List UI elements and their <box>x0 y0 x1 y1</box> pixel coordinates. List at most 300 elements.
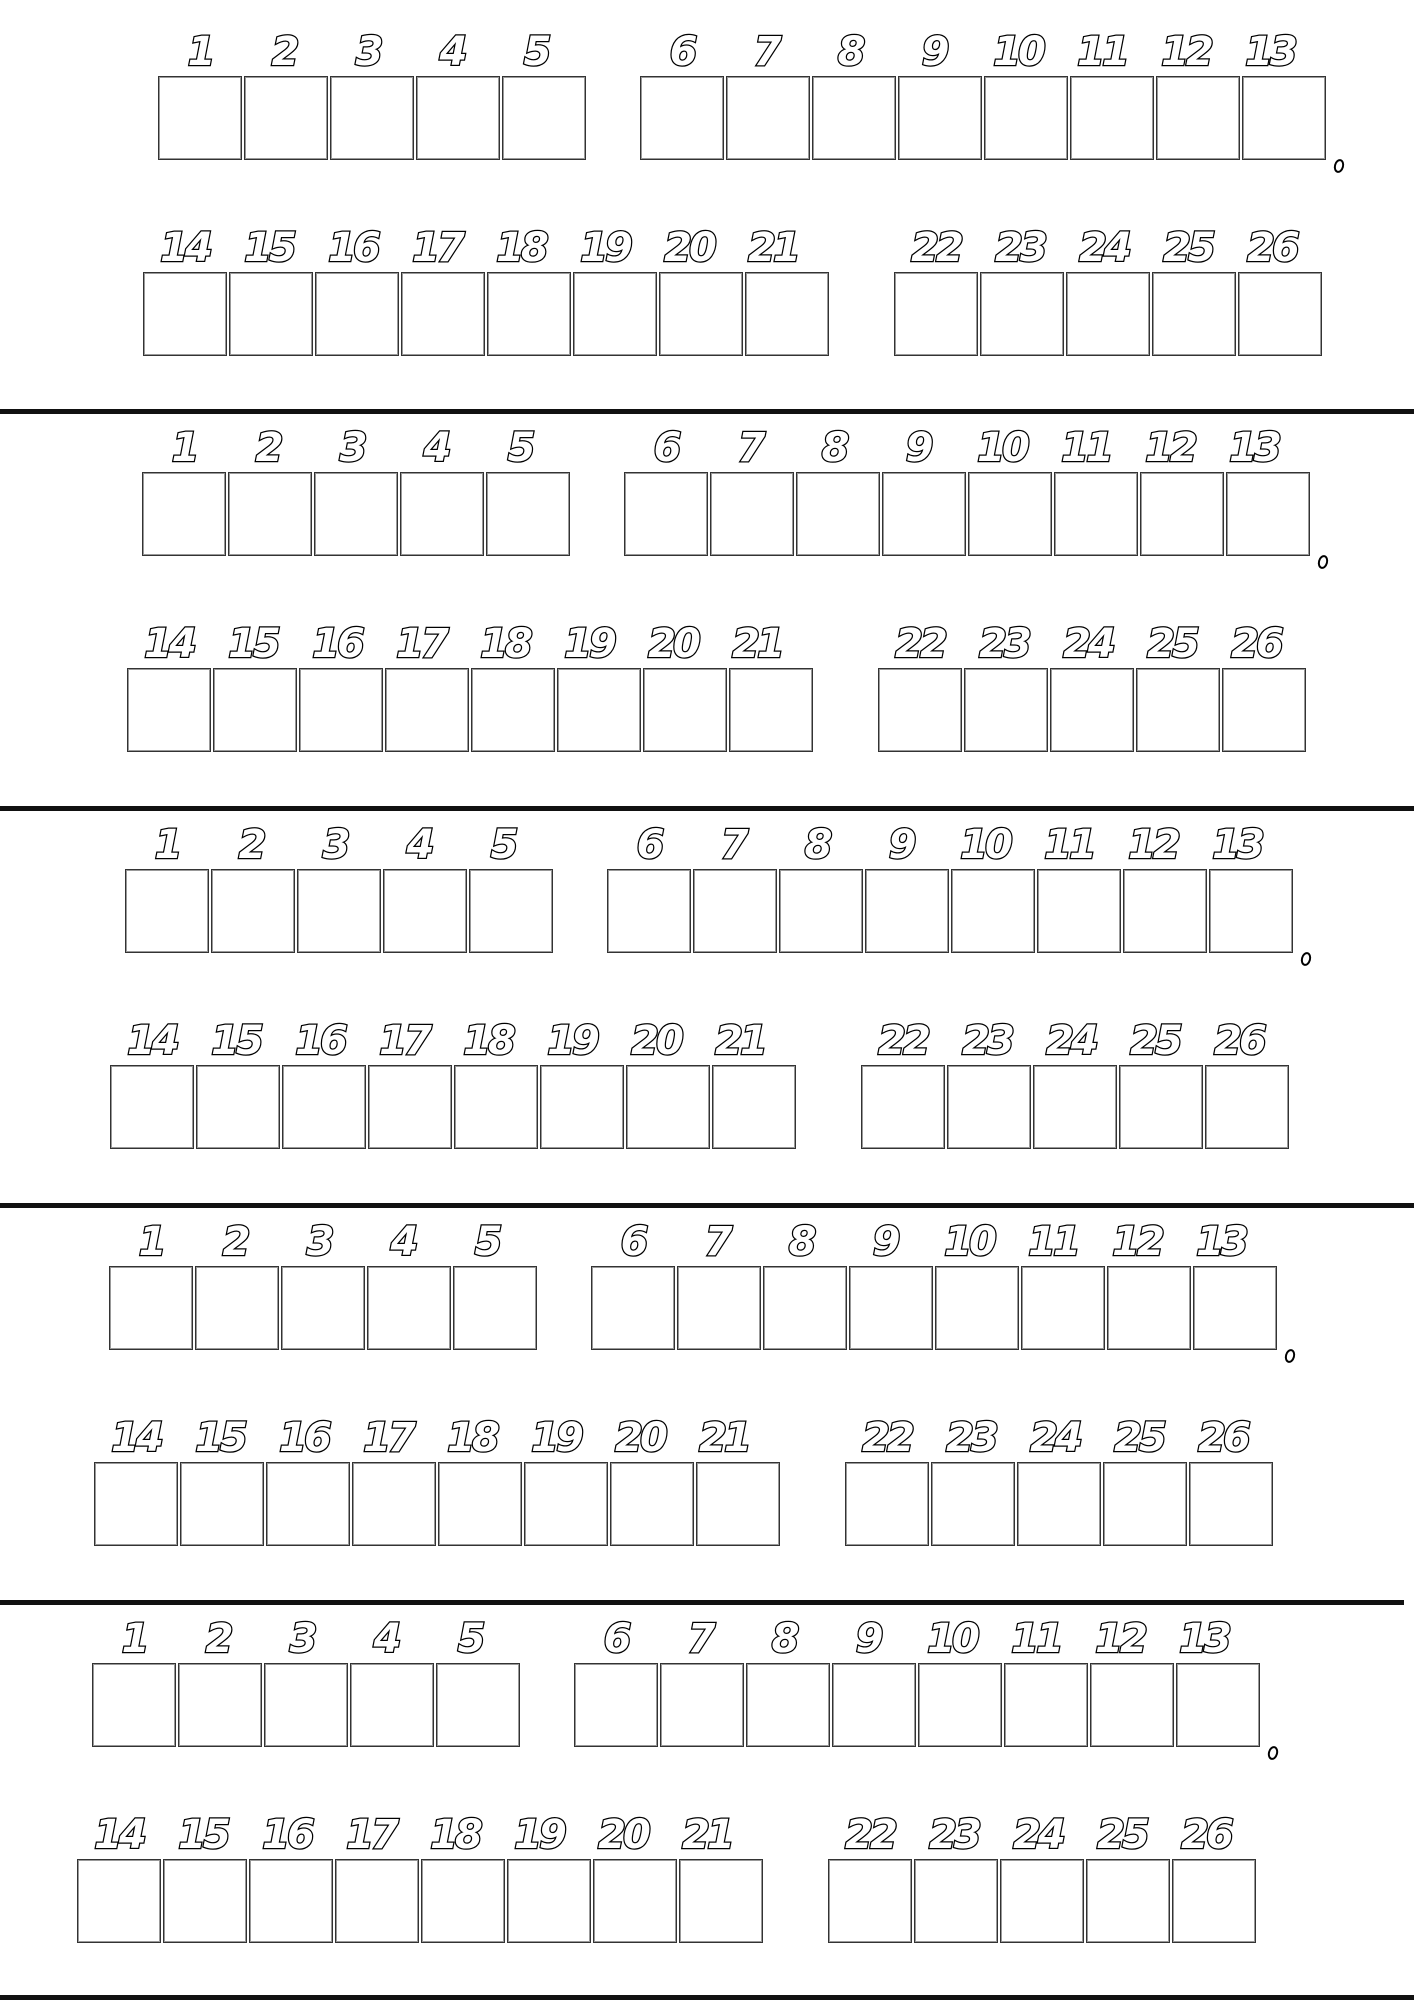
box-number: 20 <box>664 225 714 271</box>
answer-box[interactable] <box>1037 869 1121 953</box>
answer-box[interactable] <box>1176 1663 1260 1747</box>
answer-box[interactable] <box>865 869 949 953</box>
answer-box[interactable] <box>507 1859 591 1943</box>
box-number: 11 <box>1028 1219 1078 1265</box>
answer-box[interactable] <box>213 668 297 752</box>
answer-box[interactable] <box>211 869 295 953</box>
answer-box[interactable] <box>1107 1266 1191 1350</box>
answer-box[interactable] <box>828 1859 912 1943</box>
row1-left-group <box>109 1218 537 1350</box>
answer-box[interactable] <box>125 869 209 953</box>
answer-box[interactable] <box>660 1663 744 1747</box>
answer-box[interactable] <box>1033 1065 1117 1149</box>
row2-left-group <box>127 620 813 752</box>
box-number: 19 <box>580 225 630 271</box>
box-number: 20 <box>648 621 698 667</box>
row2-right-numbers <box>878 620 1306 668</box>
row1-left-numbers <box>125 821 553 869</box>
row1-right-numbers <box>624 424 1310 472</box>
row1-right-group <box>640 28 1326 160</box>
row2-left-group <box>143 224 829 356</box>
answer-box[interactable] <box>812 76 896 160</box>
box-number: 6 <box>653 425 679 471</box>
box-number: 7 <box>737 425 763 471</box>
answer-box[interactable] <box>178 1663 262 1747</box>
answer-box[interactable] <box>524 1462 608 1546</box>
box-number: 16 <box>328 225 378 271</box>
row1-left-boxes <box>158 76 586 160</box>
box-number: 2 <box>222 1219 248 1265</box>
box-number: 21 <box>748 225 798 271</box>
answer-box[interactable] <box>282 1065 366 1149</box>
answer-box[interactable] <box>593 1859 677 1943</box>
box-number: 9 <box>855 1616 881 1662</box>
answer-box[interactable] <box>1123 869 1207 953</box>
answer-box[interactable] <box>454 1065 538 1149</box>
answer-box[interactable] <box>1050 668 1134 752</box>
box-number: 10 <box>944 1219 994 1265</box>
box-number: 13 <box>1196 1219 1246 1265</box>
box-number: 24 <box>1030 1415 1080 1461</box>
answer-box[interactable] <box>249 1859 333 1943</box>
box-number: 10 <box>977 425 1027 471</box>
box-number: 3 <box>355 29 381 75</box>
box-number: 5 <box>523 29 549 75</box>
box-number: 1 <box>121 1616 147 1662</box>
box-number: 15 <box>228 621 278 667</box>
box-number: 18 <box>463 1018 513 1064</box>
answer-box[interactable] <box>421 1859 505 1943</box>
answer-box[interactable] <box>968 472 1052 556</box>
row1-left-group <box>158 28 586 160</box>
box-number: 7 <box>753 29 779 75</box>
row1-right-numbers <box>574 1615 1260 1663</box>
answer-box[interactable] <box>693 869 777 953</box>
answer-box[interactable] <box>401 272 485 356</box>
answer-box[interactable] <box>487 272 571 356</box>
row2-right-boxes <box>828 1859 1256 1943</box>
answer-box[interactable] <box>1054 472 1138 556</box>
answer-box[interactable] <box>540 1065 624 1149</box>
box-number: 12 <box>1161 29 1211 75</box>
row2-right-group <box>861 1017 1289 1149</box>
box-number: 23 <box>995 225 1045 271</box>
row1-right-boxes <box>591 1266 1277 1350</box>
answer-box[interactable] <box>266 1462 350 1546</box>
answer-box[interactable] <box>861 1065 945 1149</box>
answer-box[interactable] <box>832 1663 916 1747</box>
answer-box[interactable] <box>264 1663 348 1747</box>
answer-box[interactable] <box>935 1266 1019 1350</box>
row2-left-numbers <box>143 224 829 272</box>
answer-box[interactable] <box>882 472 966 556</box>
section-divider <box>0 1600 1404 1605</box>
box-number: 25 <box>1147 621 1197 667</box>
answer-box[interactable] <box>486 472 570 556</box>
box-number: 4 <box>390 1219 416 1265</box>
row2-left-boxes <box>110 1065 796 1149</box>
box-number: 8 <box>771 1616 797 1662</box>
answer-box[interactable] <box>931 1462 1015 1546</box>
row2-left-numbers <box>110 1017 796 1065</box>
row1-left-numbers <box>92 1615 520 1663</box>
answer-box[interactable] <box>109 1266 193 1350</box>
answer-box[interactable] <box>1086 1859 1170 1943</box>
box-number: 13 <box>1245 29 1295 75</box>
row1-left-boxes <box>142 472 570 556</box>
box-number: 17 <box>379 1018 429 1064</box>
mark-dot <box>1332 158 1345 174</box>
answer-box[interactable] <box>677 1266 761 1350</box>
answer-box[interactable] <box>127 668 211 752</box>
answer-box[interactable] <box>244 76 328 160</box>
answer-box[interactable] <box>849 1266 933 1350</box>
answer-box[interactable] <box>158 76 242 160</box>
row2-right-group <box>894 224 1322 356</box>
row2-right-numbers <box>828 1811 1256 1859</box>
row2-right-numbers <box>894 224 1322 272</box>
box-number: 22 <box>862 1415 912 1461</box>
answer-box[interactable] <box>1193 1266 1277 1350</box>
answer-box[interactable] <box>1119 1065 1203 1149</box>
box-number: 26 <box>1181 1812 1231 1858</box>
answer-box[interactable] <box>640 76 724 160</box>
box-number: 17 <box>412 225 462 271</box>
box-number: 14 <box>94 1812 144 1858</box>
box-number: 18 <box>430 1812 480 1858</box>
answer-box[interactable] <box>1156 76 1240 160</box>
box-number: 22 <box>845 1812 895 1858</box>
row1-right-numbers <box>591 1218 1277 1266</box>
answer-box[interactable] <box>142 472 226 556</box>
answer-box[interactable] <box>898 76 982 160</box>
section-divider <box>0 806 1414 811</box>
answer-box[interactable] <box>143 272 227 356</box>
box-number: 8 <box>788 1219 814 1265</box>
answer-box[interactable] <box>679 1859 763 1943</box>
section-divider <box>0 409 1414 414</box>
answer-box[interactable] <box>229 272 313 356</box>
row1-right-boxes <box>607 869 1293 953</box>
answer-block <box>0 1218 1414 1614</box>
row1-right-group <box>574 1615 1260 1747</box>
row2-left-group <box>94 1414 780 1546</box>
answer-box[interactable] <box>1017 1462 1101 1546</box>
box-number: 26 <box>1247 225 1297 271</box>
answer-box[interactable] <box>729 668 813 752</box>
answer-box[interactable] <box>502 76 586 160</box>
box-number: 3 <box>306 1219 332 1265</box>
box-number: 5 <box>490 822 516 868</box>
box-number: 22 <box>878 1018 928 1064</box>
answer-block <box>0 821 1414 1217</box>
box-number: 3 <box>339 425 365 471</box>
box-number: 24 <box>1013 1812 1063 1858</box>
box-number: 24 <box>1046 1018 1096 1064</box>
answer-box[interactable] <box>696 1462 780 1546</box>
answer-box[interactable] <box>299 668 383 752</box>
answer-box[interactable] <box>383 869 467 953</box>
box-number: 6 <box>603 1616 629 1662</box>
answer-box[interactable] <box>228 472 312 556</box>
box-number: 19 <box>531 1415 581 1461</box>
box-number: 15 <box>195 1415 245 1461</box>
box-number: 17 <box>346 1812 396 1858</box>
answer-box[interactable] <box>1090 1663 1174 1747</box>
answer-box[interactable] <box>894 272 978 356</box>
answer-box[interactable] <box>746 1663 830 1747</box>
box-number: 1 <box>138 1219 164 1265</box>
box-number: 13 <box>1229 425 1279 471</box>
answer-box[interactable] <box>1226 472 1310 556</box>
answer-box[interactable] <box>557 668 641 752</box>
answer-box[interactable] <box>385 668 469 752</box>
box-number: 11 <box>1044 822 1094 868</box>
answer-box[interactable] <box>1066 272 1150 356</box>
row1-left-numbers <box>158 28 586 76</box>
answer-box[interactable] <box>947 1065 1031 1149</box>
box-number: 9 <box>872 1219 898 1265</box>
row2-left-boxes <box>94 1462 780 1546</box>
answer-box[interactable] <box>1136 668 1220 752</box>
answer-box[interactable] <box>110 1065 194 1149</box>
box-number: 4 <box>373 1616 399 1662</box>
answer-box[interactable] <box>573 272 657 356</box>
answer-box[interactable] <box>315 272 399 356</box>
row1-left-numbers <box>142 424 570 472</box>
box-number: 17 <box>396 621 446 667</box>
box-number: 5 <box>457 1616 483 1662</box>
row2-left-numbers <box>94 1414 780 1462</box>
answer-box[interactable] <box>1070 76 1154 160</box>
box-number: 9 <box>888 822 914 868</box>
answer-box[interactable] <box>964 668 1048 752</box>
answer-box[interactable] <box>368 1065 452 1149</box>
box-number: 3 <box>289 1616 315 1662</box>
box-number: 11 <box>1077 29 1127 75</box>
box-number: 25 <box>1114 1415 1164 1461</box>
box-number: 8 <box>837 29 863 75</box>
answer-box[interactable] <box>745 272 829 356</box>
section-divider <box>0 1995 1414 2000</box>
answer-box[interactable] <box>610 1462 694 1546</box>
answer-box[interactable] <box>1222 668 1306 752</box>
answer-box[interactable] <box>643 668 727 752</box>
answer-box[interactable] <box>591 1266 675 1350</box>
box-number: 25 <box>1097 1812 1147 1858</box>
row2-right-boxes <box>878 668 1306 752</box>
answer-box[interactable] <box>1189 1462 1273 1546</box>
box-number: 12 <box>1095 1616 1145 1662</box>
answer-box[interactable] <box>92 1663 176 1747</box>
answer-box[interactable] <box>1242 76 1326 160</box>
box-number: 19 <box>514 1812 564 1858</box>
box-number: 1 <box>187 29 213 75</box>
row1-right-boxes <box>574 1663 1260 1747</box>
answer-box[interactable] <box>710 472 794 556</box>
answer-box[interactable] <box>845 1462 929 1546</box>
box-number: 12 <box>1112 1219 1162 1265</box>
answer-box[interactable] <box>77 1859 161 1943</box>
answer-box[interactable] <box>1103 1462 1187 1546</box>
answer-box[interactable] <box>436 1663 520 1747</box>
box-number: 25 <box>1163 225 1213 271</box>
row1-right-numbers <box>640 28 1326 76</box>
box-number: 19 <box>547 1018 597 1064</box>
answer-box[interactable] <box>878 668 962 752</box>
answer-box[interactable] <box>1004 1663 1088 1747</box>
answer-block <box>0 28 1414 424</box>
box-number: 24 <box>1079 225 1129 271</box>
answer-box[interactable] <box>400 472 484 556</box>
box-number: 10 <box>960 822 1010 868</box>
box-number: 8 <box>804 822 830 868</box>
answer-box[interactable] <box>1205 1065 1289 1149</box>
box-number: 21 <box>732 621 782 667</box>
box-number: 6 <box>669 29 695 75</box>
answer-box[interactable] <box>469 869 553 953</box>
box-number: 8 <box>821 425 847 471</box>
answer-box[interactable] <box>914 1859 998 1943</box>
box-number: 16 <box>295 1018 345 1064</box>
box-number: 18 <box>447 1415 497 1461</box>
row2-right-numbers <box>861 1017 1289 1065</box>
answer-box[interactable] <box>297 869 381 953</box>
answer-box[interactable] <box>195 1266 279 1350</box>
box-number: 4 <box>406 822 432 868</box>
box-number: 23 <box>979 621 1029 667</box>
row1-left-boxes <box>92 1663 520 1747</box>
box-number: 14 <box>127 1018 177 1064</box>
answer-box[interactable] <box>1172 1859 1256 1943</box>
row2-left-numbers <box>127 620 813 668</box>
answer-box[interactable] <box>763 1266 847 1350</box>
answer-box[interactable] <box>1140 472 1224 556</box>
answer-box[interactable] <box>330 76 414 160</box>
answer-box[interactable] <box>196 1065 280 1149</box>
row2-left-boxes <box>127 668 813 752</box>
answer-box[interactable] <box>712 1065 796 1149</box>
box-number: 26 <box>1198 1415 1248 1461</box>
box-number: 23 <box>946 1415 996 1461</box>
box-number: 4 <box>423 425 449 471</box>
answer-box[interactable] <box>984 76 1068 160</box>
answer-box[interactable] <box>367 1266 451 1350</box>
answer-box[interactable] <box>918 1663 1002 1747</box>
answer-box[interactable] <box>471 668 555 752</box>
row2-right-boxes <box>845 1462 1273 1546</box>
box-number: 21 <box>699 1415 749 1461</box>
row1-right-group <box>607 821 1293 953</box>
box-number: 15 <box>244 225 294 271</box>
row2-right-numbers <box>845 1414 1273 1462</box>
row1-left-group <box>92 1615 520 1747</box>
box-number: 18 <box>480 621 530 667</box>
answer-box[interactable] <box>416 76 500 160</box>
box-number: 25 <box>1130 1018 1180 1064</box>
box-number: 15 <box>178 1812 228 1858</box>
box-number: 9 <box>921 29 947 75</box>
box-number: 5 <box>507 425 533 471</box>
section-divider <box>0 1203 1414 1208</box>
row1-left-numbers <box>109 1218 537 1266</box>
box-number: 21 <box>715 1018 765 1064</box>
box-number: 26 <box>1214 1018 1264 1064</box>
answer-box[interactable] <box>163 1859 247 1943</box>
box-number: 20 <box>615 1415 665 1461</box>
box-number: 22 <box>911 225 961 271</box>
box-number: 16 <box>262 1812 312 1858</box>
answer-box[interactable] <box>1000 1859 1084 1943</box>
answer-box[interactable] <box>626 1065 710 1149</box>
answer-box[interactable] <box>726 76 810 160</box>
box-number: 20 <box>631 1018 681 1064</box>
box-number: 3 <box>322 822 348 868</box>
answer-box[interactable] <box>438 1462 522 1546</box>
row2-left-numbers <box>77 1811 763 1859</box>
answer-box[interactable] <box>1152 272 1236 356</box>
answer-box[interactable] <box>352 1462 436 1546</box>
row2-left-group <box>77 1811 763 1943</box>
answer-box[interactable] <box>1209 869 1293 953</box>
row1-right-boxes <box>624 472 1310 556</box>
answer-box[interactable] <box>281 1266 365 1350</box>
answer-box[interactable] <box>314 472 398 556</box>
row2-left-boxes <box>77 1859 763 1943</box>
box-number: 10 <box>993 29 1043 75</box>
answer-box[interactable] <box>94 1462 178 1546</box>
box-number: 11 <box>1011 1616 1061 1662</box>
box-number: 4 <box>439 29 465 75</box>
box-number: 2 <box>271 29 297 75</box>
answer-box[interactable] <box>659 272 743 356</box>
answer-box[interactable] <box>796 472 880 556</box>
box-number: 22 <box>895 621 945 667</box>
answer-box[interactable] <box>980 272 1064 356</box>
answer-box[interactable] <box>607 869 691 953</box>
box-number: 19 <box>564 621 614 667</box>
box-number: 10 <box>927 1616 977 1662</box>
box-number: 9 <box>905 425 931 471</box>
box-number: 23 <box>929 1812 979 1858</box>
row1-left-boxes <box>109 1266 537 1350</box>
mark-dot <box>1266 1745 1279 1761</box>
box-number: 13 <box>1179 1616 1229 1662</box>
row1-left-group <box>125 821 553 953</box>
answer-box[interactable] <box>180 1462 264 1546</box>
row2-right-boxes <box>894 272 1322 356</box>
box-number: 26 <box>1231 621 1281 667</box>
box-number: 6 <box>620 1219 646 1265</box>
answer-box[interactable] <box>335 1859 419 1943</box>
box-number: 14 <box>111 1415 161 1461</box>
answer-box[interactable] <box>453 1266 537 1350</box>
answer-box[interactable] <box>951 869 1035 953</box>
box-number: 7 <box>720 822 746 868</box>
answer-box[interactable] <box>574 1663 658 1747</box>
row2-right-group <box>878 620 1306 752</box>
row2-left-boxes <box>143 272 829 356</box>
box-number: 12 <box>1145 425 1195 471</box>
answer-box[interactable] <box>1238 272 1322 356</box>
answer-box[interactable] <box>779 869 863 953</box>
box-number: 1 <box>154 822 180 868</box>
answer-box[interactable] <box>1021 1266 1105 1350</box>
box-number: 16 <box>279 1415 329 1461</box>
row2-right-group <box>828 1811 1256 1943</box>
answer-box[interactable] <box>624 472 708 556</box>
answer-box[interactable] <box>350 1663 434 1747</box>
